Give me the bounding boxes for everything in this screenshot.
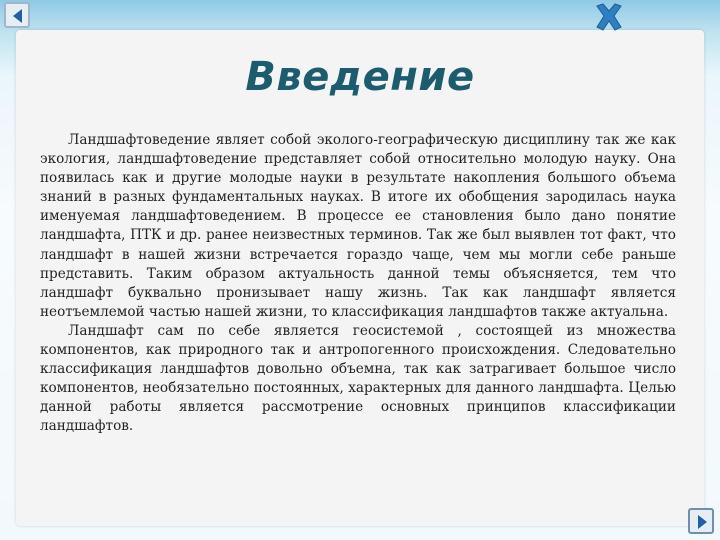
- page-title: Введение: [245, 54, 475, 100]
- close-x-icon: [592, 2, 626, 32]
- back-button[interactable]: [4, 2, 30, 28]
- next-button[interactable]: [688, 508, 714, 534]
- close-button[interactable]: [592, 2, 626, 32]
- paragraph-1: Ландшафтоведение являет собой эколого-географическую дисциплину так же как экология, ландшафтоведение представляет собой относительно молодую науку. Она появилась как и другие молодые науки в результате накопления большого объема знаний в разных фундаментальных науках. В итоге их обобщения зародилась наука именуемая ландшафтоведением. В процессе ее становления было дано понятие ландшафта, ПТК и др. ранее неизвестных терминов. Так же был выявлен тот факт, что ландшафт в нашей жизни встречается гораздо чаще, чем мы могли себе раньше представить. Таким образом актуальность данной темы объясняется, тем что ландшафт буквально пронизывает нашу жизнь. Так как ландшафт является неотъемлемой частью нашей жизни, то классификация ландшафтов также актуальна.: [40, 132, 676, 320]
- body-text: [40, 131, 676, 437]
- triangle-left-icon: [9, 7, 27, 25]
- triangle-right-icon: [693, 513, 711, 531]
- paragraph-2: Ландшафт сам по себе является геосистемой , состоящей из множества компонентов, как природного так и антропогенного происхождения. Следовательно классификация ландшафтов довольно объемна, так как затрагивает большое число компонентов, необязательно постоянных, характерных для данного ландшафта. Целью данной работы является рассмотрение основных принципов классификации ландшафтов.: [40, 322, 676, 435]
